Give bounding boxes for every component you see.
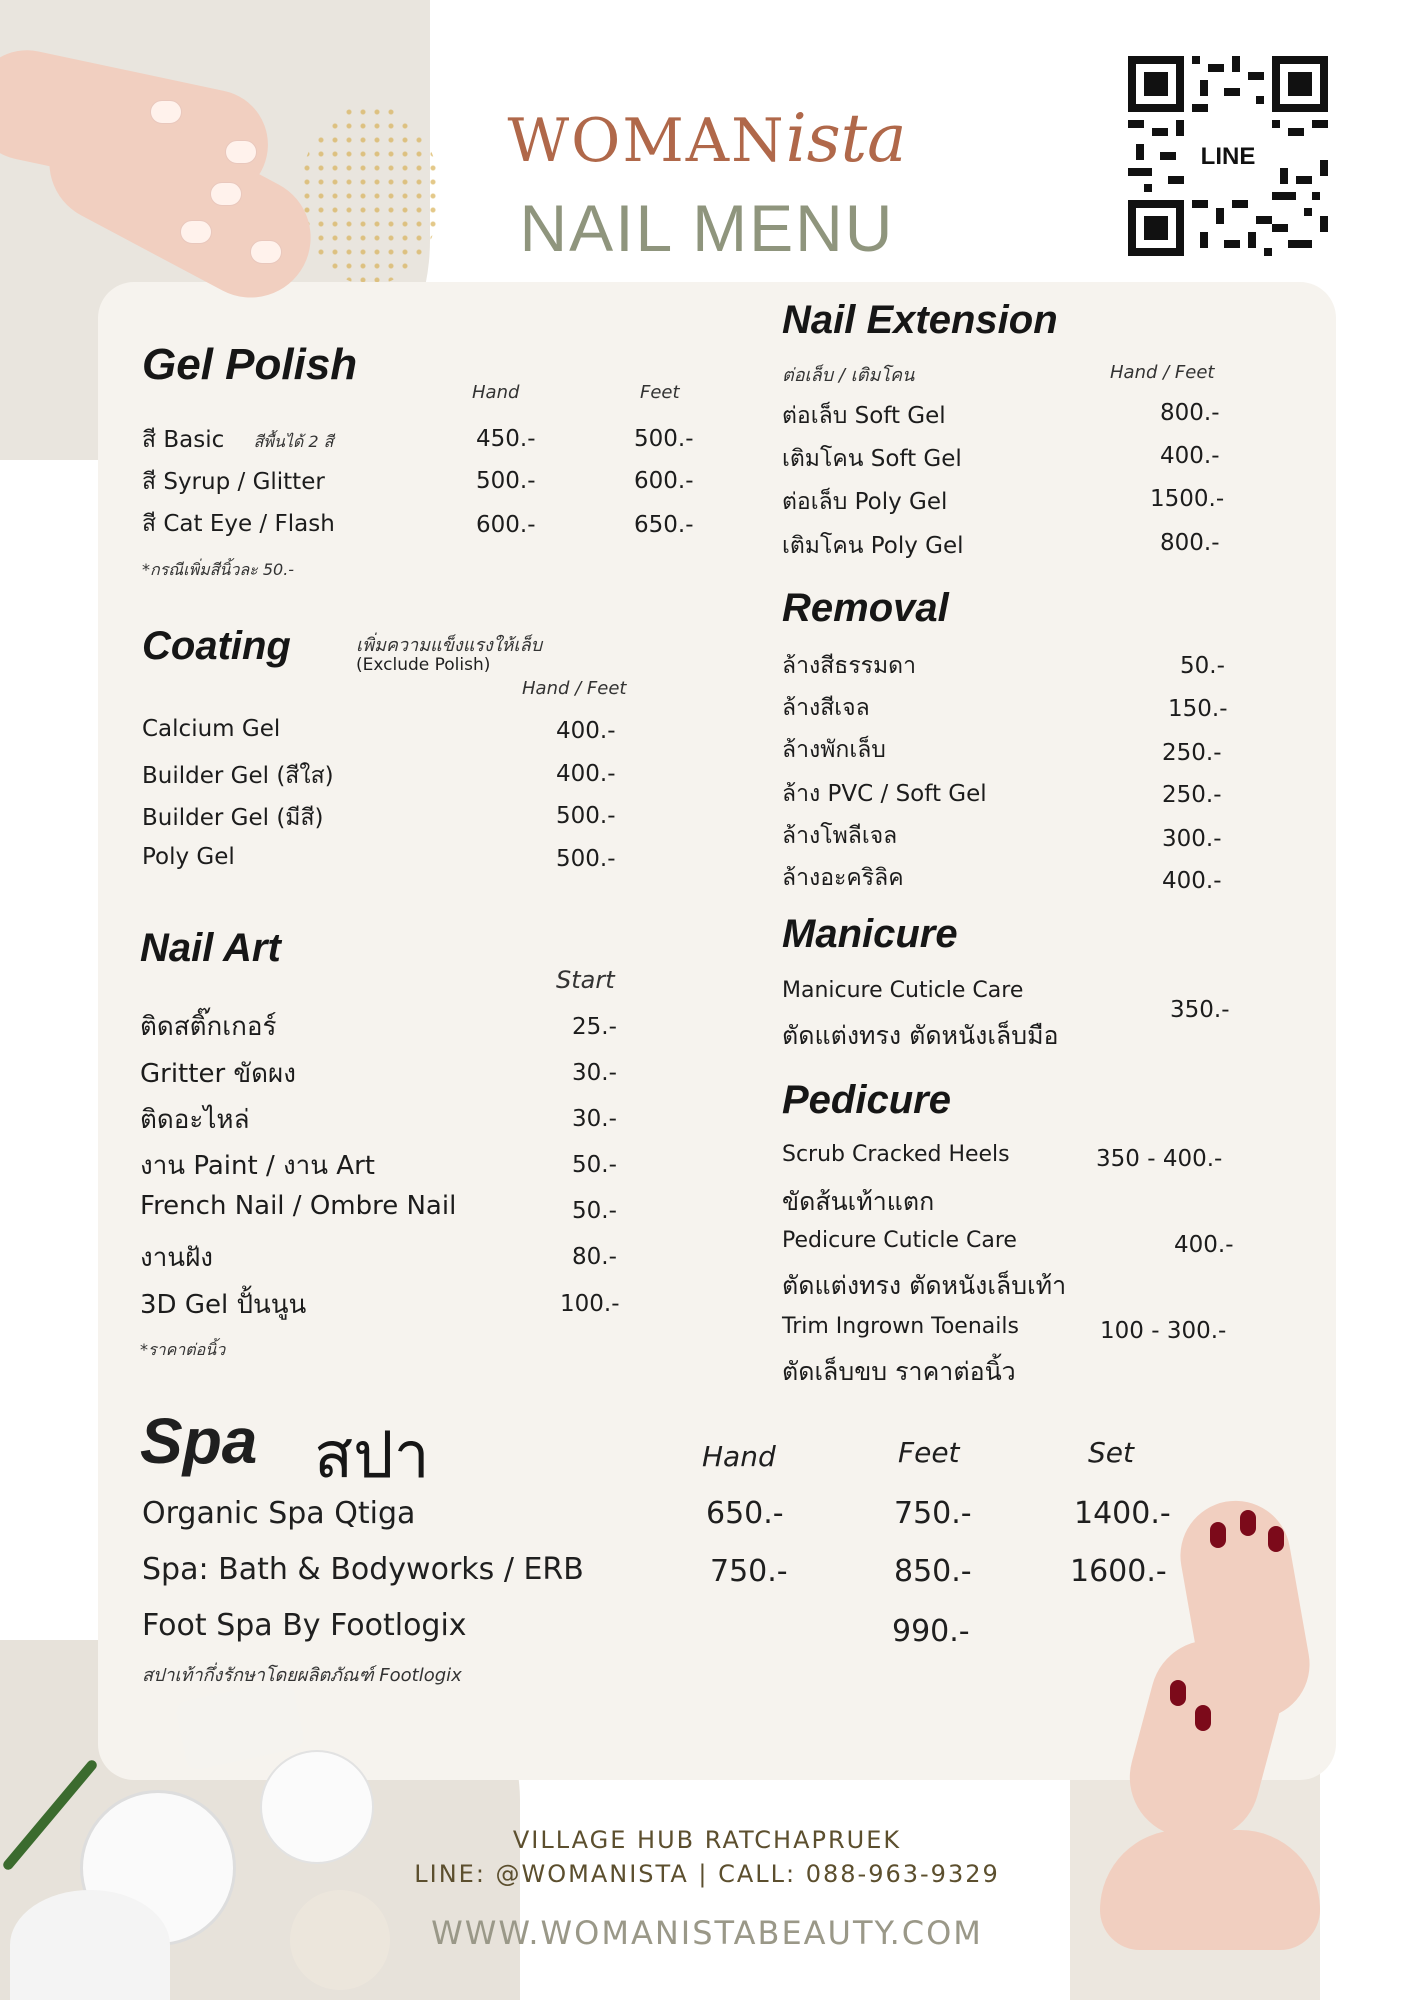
nail-extension-item: ต่อเล็บ Poly Gel <box>782 489 948 515</box>
spa-heading: Spa <box>140 1405 258 1477</box>
coating-price: 500.- <box>556 846 616 872</box>
gel-polish-col-feet: Feet <box>640 382 680 403</box>
nail-extension-sub: ต่อเล็บ / เติมโคน <box>782 365 915 386</box>
spa-set-price: 1600.- <box>1070 1554 1167 1589</box>
nail-art-footnote: *ราคาต่อนิ้ว <box>140 1340 226 1359</box>
manicure-item: Manicure Cuticle Care <box>782 978 1024 1003</box>
removal-item: ล้างพักเล็บ <box>782 737 886 763</box>
nail-art-item: 3D Gel ปั้นนูน <box>140 1290 307 1320</box>
pedicure-item: Scrub Cracked Heels <box>782 1142 1010 1167</box>
nail-extension-item: ต่อเล็บ Soft Gel <box>782 403 946 429</box>
pedicure-price: 400.- <box>1174 1232 1234 1258</box>
nail-art-price: 50.- <box>572 1152 617 1178</box>
coating-item: Calcium Gel <box>142 716 281 742</box>
nail-art-item: Gritter ขัดผง <box>140 1059 296 1089</box>
nail-art-price: 25.- <box>572 1014 617 1040</box>
coating-price: 400.- <box>556 761 616 787</box>
nail-art-item: ติดสติ๊กเกอร์ <box>140 1012 277 1042</box>
brand-name-script: ista <box>785 100 907 177</box>
spa-feet-price: 990.- <box>892 1614 970 1649</box>
spa-col-feet: Feet <box>898 1436 960 1469</box>
nail-art-price: 80.- <box>572 1244 617 1270</box>
removal-item: ล้างสีเจล <box>782 695 870 721</box>
footer-contact: LINE: @WOMANISTA | CALL: 088-963-9329 <box>414 1860 1000 1888</box>
spa-item: Spa: Bath & Bodyworks / ERB <box>142 1552 584 1587</box>
coating-item: Poly Gel <box>142 844 235 870</box>
nail-extension-col-header: Hand / Feet <box>1110 362 1215 383</box>
gel-polish-hand-price: 600.- <box>476 512 536 538</box>
gel-polish-feet-price: 500.- <box>634 426 694 452</box>
gel-polish-col-hand: Hand <box>472 382 520 403</box>
nail-art-price: 30.- <box>572 1106 617 1132</box>
coating-item: Builder Gel (มีสี) <box>142 805 324 831</box>
gel-polish-feet-price: 650.- <box>634 512 694 538</box>
gel-polish-item: สี Syrup / Glitter <box>142 469 325 495</box>
nail-art-heading: Nail Art <box>140 926 281 970</box>
manicure-heading: Manicure <box>782 912 958 956</box>
spa-footnote: สปาเท้ากึ่งรักษาโดยผลิตภัณฑ์ Footlogix <box>142 1665 462 1686</box>
spa-col-set: Set <box>1088 1436 1134 1469</box>
gel-polish-hand-price: 450.- <box>476 426 536 452</box>
coating-col-header: Hand / Feet <box>522 678 627 699</box>
removal-heading: Removal <box>782 586 949 630</box>
removal-price: 150.- <box>1168 696 1228 722</box>
page-title: NAIL MENU <box>519 191 895 265</box>
removal-item: ล้างอะคริลิค <box>782 865 904 891</box>
gel-polish-item: สี Cat Eye / Flash <box>142 511 335 537</box>
pedicure-item-th: ตัดเล็บขบ ราคาต่อนิ้ว <box>782 1357 1016 1386</box>
gel-polish-heading: Gel Polish <box>142 340 358 389</box>
pedicure-item: Pedicure Cuticle Care <box>782 1228 1017 1253</box>
manicure-price: 350.- <box>1170 997 1230 1023</box>
coating-exclude-note: (Exclude Polish) <box>356 655 491 675</box>
spa-feet-price: 750.- <box>894 1496 972 1531</box>
nail-extension-item: เติมโคน Poly Gel <box>782 533 964 559</box>
pedicure-item: Trim Ingrown Toenails <box>782 1314 1019 1339</box>
nail-art-item: French Nail / Ombre Nail <box>140 1191 457 1221</box>
footer-website-link[interactable]: WWW.WOMANISTABEAUTY.COM <box>431 1914 983 1952</box>
footer-location: VILLAGE HUB RATCHAPRUEK <box>512 1826 902 1854</box>
qr-line-label: LINE <box>1190 142 1266 172</box>
coating-note: เพิ่มความแข็งแรงให้เล็บ <box>356 635 543 656</box>
gel-polish-feet-price: 600.- <box>634 468 694 494</box>
nail-art-col-header: Start <box>556 966 615 994</box>
nail-extension-price: 400.- <box>1160 443 1220 469</box>
pedicure-item-th: ตัดแต่งทรง ตัดหนังเล็บเท้า <box>782 1271 1067 1300</box>
coating-price: 500.- <box>556 803 616 829</box>
spa-set-price: 1400.- <box>1074 1496 1171 1531</box>
spa-hand-price: 750.- <box>710 1554 788 1589</box>
spa-heading-th: สปา <box>314 1419 430 1491</box>
spa-feet-price: 850.- <box>894 1554 972 1589</box>
removal-price: 300.- <box>1162 826 1222 852</box>
nail-art-price: 30.- <box>572 1060 617 1086</box>
spa-hand-price: 650.- <box>706 1496 784 1531</box>
removal-item: ล้างโพลีเจล <box>782 823 898 849</box>
spa-col-hand: Hand <box>702 1440 776 1473</box>
nail-art-item: งาน Paint / งาน Art <box>140 1151 375 1181</box>
coating-item: Builder Gel (สีใส) <box>142 763 334 789</box>
spa-item: Organic Spa Qtiga <box>142 1496 416 1531</box>
removal-price: 400.- <box>1162 868 1222 894</box>
manicure-item-th: ตัดแต่งทรง ตัดหนังเล็บมือ <box>782 1021 1059 1050</box>
removal-price: 250.- <box>1162 740 1222 766</box>
nail-art-item: ติดอะไหล่ <box>140 1105 250 1135</box>
nail-extension-heading: Nail Extension <box>782 298 1058 342</box>
pedicure-price: 100 - 300.- <box>1100 1318 1227 1344</box>
brand-name-main: WOMAN <box>507 106 786 176</box>
gel-polish-footnote: *กรณีเพิ่มสีนิ้วละ 50.- <box>142 560 295 579</box>
removal-price: 250.- <box>1162 782 1222 808</box>
spa-item: Foot Spa By Footlogix <box>142 1608 467 1643</box>
nail-art-item: งานฝัง <box>140 1243 213 1273</box>
coating-price: 400.- <box>556 718 616 744</box>
gel-polish-hand-price: 500.- <box>476 468 536 494</box>
nail-art-price: 50.- <box>572 1198 617 1224</box>
removal-price: 50.- <box>1180 653 1225 679</box>
pedicure-item-th: ขัดส้นเท้าแตก <box>782 1187 935 1216</box>
nail-extension-price: 800.- <box>1160 530 1220 556</box>
removal-item: ล้าง PVC / Soft Gel <box>782 781 987 807</box>
nail-extension-item: เติมโคน Soft Gel <box>782 446 962 472</box>
pedicure-price: 350 - 400.- <box>1096 1146 1223 1172</box>
nail-extension-price: 800.- <box>1160 400 1220 426</box>
coating-heading: Coating <box>142 624 291 668</box>
nail-art-price: 100.- <box>560 1291 620 1317</box>
pedicure-heading: Pedicure <box>782 1078 951 1122</box>
removal-item: ล้างสีธรรมดา <box>782 653 917 679</box>
item-name: สี Basic <box>142 427 225 453</box>
nail-extension-price: 1500.- <box>1150 486 1225 512</box>
gel-polish-item <box>142 422 333 458</box>
item-note: สีพื้นได้ 2 สี <box>253 432 334 451</box>
